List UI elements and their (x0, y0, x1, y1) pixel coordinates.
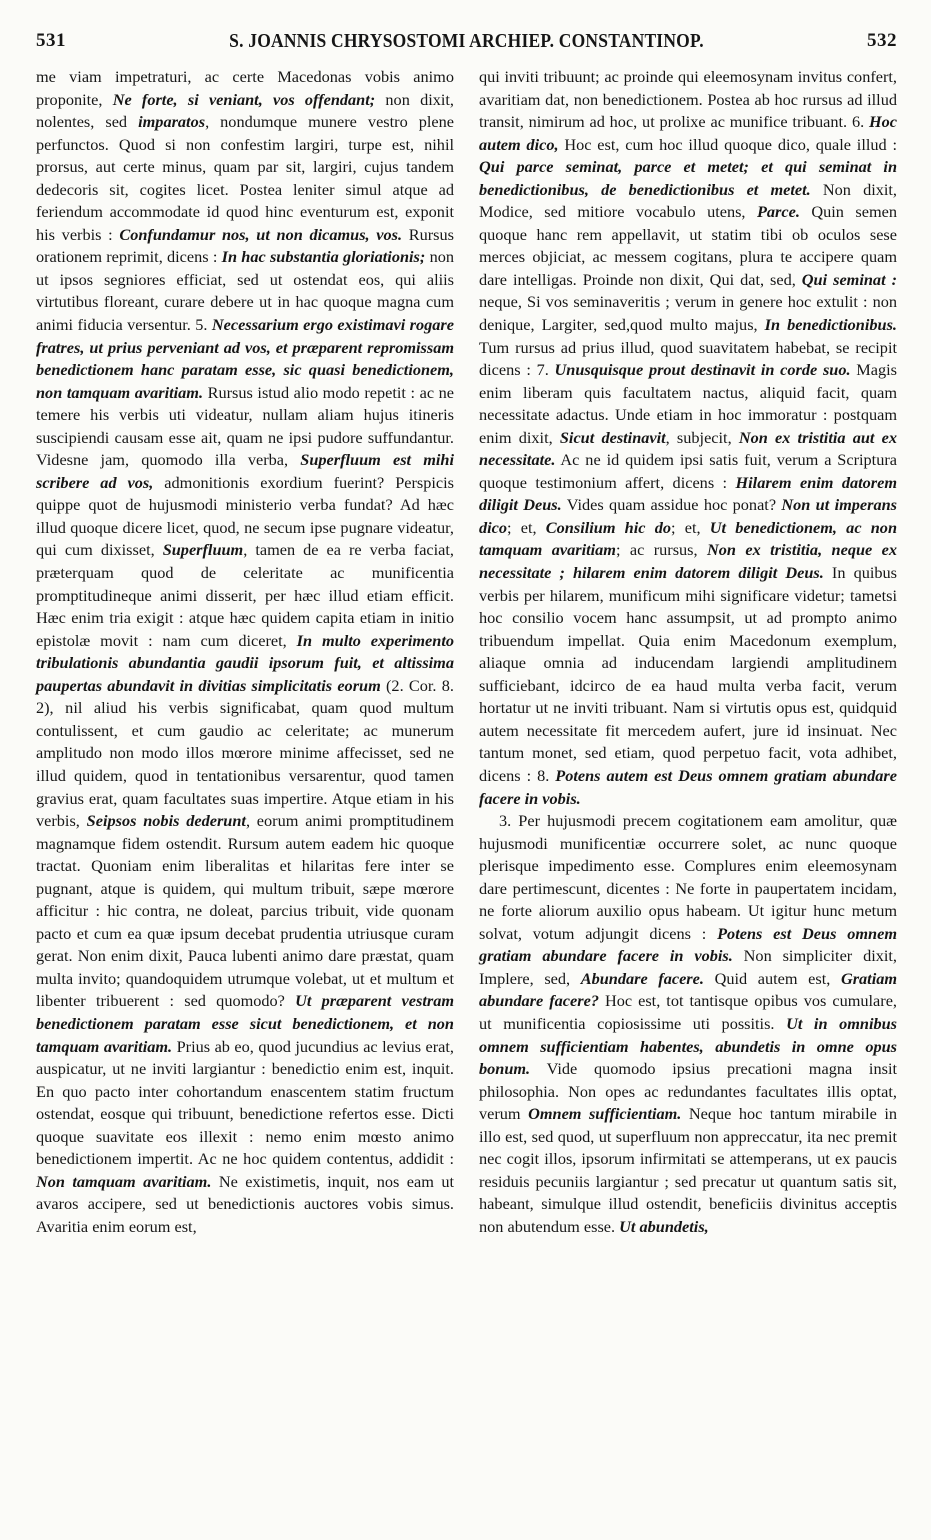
scripture-quote: In hac substantia gloriationis; (221, 247, 426, 267)
scripture-quote: In benedictionibus. (764, 315, 897, 335)
paragraph (36, 66, 454, 1238)
page-number-left: 531 (36, 30, 66, 51)
scripture-quote: Confundamur nos, ut non dicamus, vos. (119, 224, 403, 244)
text-run: Non dixit, Modice, sed mitiore vocabulo utens, (479, 179, 897, 222)
text-columns (36, 66, 897, 1238)
scripture-quote: Non ut imperans dico (479, 495, 898, 537)
text-run: non dixit, nolentes, sed (36, 89, 454, 132)
text-run: qui inviti tribuunt; ac proinde qui eleemosynam invitus confert, avaritiam dat, non benedictionem. Postea ab hoc rursus ad illud transit, nimirum ad hoc, ut prolixe ac munifice tribuant. 6. (479, 67, 897, 132)
running-title: S. JOANNIS CHRYSOSTOMI ARCHIEP. CONSTANTINOP. (229, 28, 704, 52)
right-column (479, 66, 897, 1238)
scripture-quote: Superfluum (162, 540, 244, 560)
scripture-quote: Non ex tristitia, neque ex necessitate ; hilarem enim datorem diligit Deus. (479, 540, 898, 583)
text-run: admonitionis exordium fuerint? Perspicis quippe quot de hujusmodi ministerio verba fundat? Ad hæc illud quoque dicere licet, quod, ne secum ipse pugnare videatur, qui cum dixisset, (36, 472, 454, 560)
text-run: me viam impetraturi, ac certe Macedonas vobis animo proponite, (36, 67, 454, 109)
text-run: Quin semen quoque hanc rem appellavit, ut statim tibi ob oculos sese merces objiciat, ac messem cogitans, plura te accipere quam dare intelligas. Proinde non dixit, Qui dat, sed, (479, 202, 898, 289)
text-run: ; ac rursus, (615, 540, 707, 560)
scripture-quote: Ut præparent vestram benedictionem paratam esse sicut benedictionem, et non tamquam avaritiam. (36, 991, 455, 1056)
text-run: , subjecit, (665, 427, 739, 447)
text-run: Ne existimetis, inquit, nos eam ut avaros accipere, sed ut benedictionis auctores vobis simus. Avaritia enim eorum est, (36, 1171, 455, 1236)
text-run: Vides quam assidue hoc ponat? (561, 495, 782, 515)
text-run: Neque hoc tantum mirabile in illo est, sed quod, ut superfluum non appreccatur, ita nec premit nec cogit illos, ipsorum infirmitati se attemperans, ut ex paucis residuis pecuniis largiantur ; sed precatur ut quantum satis sit, habeant, simulque illud ostendit, beneficiis divinitus acceptis non abutendum esse. (479, 1104, 897, 1236)
scripture-quote: Hoc autem dico, (479, 112, 897, 154)
scripture-quote: Ut benedictionem, ac non tamquam avaritiam (479, 517, 898, 560)
scripture-quote: imparatos (138, 112, 206, 132)
text-run: neque, Si vos seminaveritis ; verum in genere hoc extulit : non denique, Largiter, sed,quod multo majus, (479, 292, 897, 335)
text-run: ; et, (670, 517, 710, 537)
paragraph (479, 66, 897, 810)
scripture-quote: Ut abundetis, (619, 1216, 709, 1236)
scripture-quote: Qui parce seminat, parce et metet; et qui seminat in benedictionibus, de benedictionibus et metet. (479, 157, 897, 199)
scripture-quote: Non tamquam avaritiam. (36, 1171, 212, 1191)
scripture-quote: Consilium hic do (545, 517, 671, 537)
text-run: Quid autem est, (703, 968, 841, 988)
scripture-quote: Superfluum est mihi scribere ad vos, (36, 450, 454, 492)
text-run: Ac ne id quidem ipsi satis fuit, verum a Scriptura quoque testimonium affert, dicens : (479, 450, 897, 492)
scripture-quote: Hilarem enim datorem diligit Deus. (479, 472, 898, 515)
scripture-quote: Parce. (756, 202, 800, 222)
text-run: Prius ab eo, quod jucundius ac levius erat, auspicatur, ut ne inviti largiantur : benedictio enim est, inquit. En quo pacto inter cohortandum enascentem statim fructum ostendat, eosque qui tribuunt, benedictione refertos esse. Dicti quoque suavitate eos illexit : nemo enim mœsto animo benedictionem impertit. Ac ne hoc quidem contentus, addidit : (36, 1036, 454, 1169)
scripture-quote: Non ex tristitia aut ex necessitate. (479, 427, 897, 470)
scripture-quote: Necessarium ergo existimavi rogare fratres, ut prius perveniant ad vos, et præparent repromissam benedictionem hanc paratam esse, sic quasi benedictionem, non tamquam avaritiam. (36, 315, 454, 402)
scripture-quote: Seipsos nobis dederunt (86, 811, 246, 831)
text-run: (2. Cor. 8. 2), nil aliud his verbis significabat, quam quod multum contulissent, et cum gaudio ac celeritate; ac munerum amplitudo non modo illos mœrore minime affecisset, sed ne illud quidem, quod in tentationibus versarentur, quod tamen gravius erat, quam facultates suas impertire. Atque etiam in his verbis, (36, 675, 454, 831)
text-run: non ut ipsos segniores efficiat, sed ut ostendat eos, qui aliis virtutibus floreant, curare debere ut in hac quoque magna cum animi fiducia versentur. 5. (36, 247, 454, 335)
scripture-quote: Sicut destinavit (559, 427, 666, 447)
text-run: Tum rursus ad prius illud, quod suavitatem habebat, se recipit dicens : 7. (479, 337, 897, 380)
left-column (36, 66, 454, 1238)
text-run: Hoc est, cum hoc illud quoque dico, quale illud : (558, 134, 897, 154)
scripture-quote: Unusquisque prout destinavit in corde suo. (554, 360, 851, 380)
text-run: Non simpliciter dixit, Implere, sed, (479, 946, 898, 988)
scripture-quote: Gratiam abundare facere? (479, 968, 898, 1011)
scripture-quote: Omnem sufficientiam. (528, 1104, 682, 1124)
scripture-quote: Potens est Deus omnem gratiam abundare facere in vobis. (479, 923, 897, 966)
text-run: ; et, (507, 517, 546, 537)
page-number-right: 532 (867, 30, 897, 51)
text-run: , eorum animi promptitudinem magnamque fidem ostendit. Rursum autem eadem hic quoque tractat. Quoniam enim liberalitas et hilaritas fere inter se pugnant, atque is quidem, qui multum tribuit, sæpe mœrore afficitur : hic contra, ne doleat, parcius tribuit, vide quonam pacto et cum ea quæ ipsum decebat prudentia utriusque curam gerat. Non enim dixit, Pauca lubenti animo dare præstat, quam multa invito; quandoquidem utrumque volebat, ut et multum et libenter tribuerent : sed quomodo? (36, 811, 454, 1011)
text-run: In quibus verbis per hilarem, munificum mihi significare videtur; tametsi hoc consilio vocem hanc assumpsit, ut ad prompto animo tribuendum impellat. Quia enim Macedonum exemplum, aliaque omnia ad inducendam largiendi amplitudinem sufficiebant, idcirco de ea haud multa verba facit, verum hortatur ut ne inviti tribuant. Nam si virtutis opus est, quidquid autem necessitate fit mercedem aufert, jure id insinuat. Nec tantum monet, sed etiam, quod perpetuo facit, vota adhibet, dicens : 8. (479, 563, 898, 785)
text-run: Magis enim liberam quis facultatem nactus, aliquid facit, quam necessitate adactus. Unde etiam in hoc immoratur : postquam enim dixit, (479, 360, 897, 447)
paragraph (479, 810, 897, 1238)
text-run: 3. Per hujusmodi precem cogitationem eam amolitur, quæ hujusmodi munificentiæ occurrere solet, ac nunc quoque plerisque impedimento esse. Complures enim eleemosynam dare pertimescunt, dicentes : Ne forte in paupertatem incidam, ne forte aliorum auxilio opus habeam. Ut igitur hunc metum solvat, votum adjungit dicens : (479, 811, 897, 943)
page-header (36, 30, 897, 64)
text-run: , nondumque munere vestro plene perfunctos. Quod si non confestim largiri, turpe est, nihil prorsus, aut certe minus, quam par sit, largiri, cujus tandem dedecoris sit, cogites licet. Postea leniter simul atque ad feriendum accommodate id quod hinc eventurum est, exponit his verbis : (36, 112, 455, 244)
text-run: Rursus orationem reprimit, dicens : (36, 224, 454, 267)
scripture-quote: In multo experimento tribulationis abundantia gaudii ipsorum fuit, et altissima paupertas abundavit in divitias simplicitatis eorum (36, 630, 454, 695)
scripture-quote: Potens autem est Deus omnem gratiam abundare facere in vobis. (479, 765, 897, 808)
text-run: Vide quomodo ipsius precationi magna insit philosophia. Non opes ac redundantes facultates illis optat, verum (479, 1059, 897, 1124)
text-run: , tamen de ea re verba faciat, præterquam quod de celeritate ac munificentia promptitudineque animi disserit, per hæc illud etiam efficit. Hæc enim tria exigit : atque hæc quidem capita etiam in initio epistolæ movit : nam cum diceret, (36, 540, 454, 650)
text-run: Hoc est, tot tantisque opibus vos cumulare, ut munificentia copiosissime uti possitis. (479, 991, 897, 1033)
scripture-quote: Ut in omnibus omnem sufficientiam habentes, abundetis in omne opus bonum. (479, 1013, 898, 1079)
text-run: Rursus istud alio modo repetit : ac ne temere his verbis uti videatur, nullam aliam hujus itineris suscipiendi causam esse ait, quam ne ipsi pudore suffundantur. Videsne jam, quomodo illa verba, (36, 382, 454, 470)
scripture-quote: Ne forte, si veniant, vos offendant; (112, 89, 376, 109)
scripture-quote: Qui seminat : (801, 269, 897, 289)
scripture-quote: Abundare facere. (580, 968, 704, 988)
